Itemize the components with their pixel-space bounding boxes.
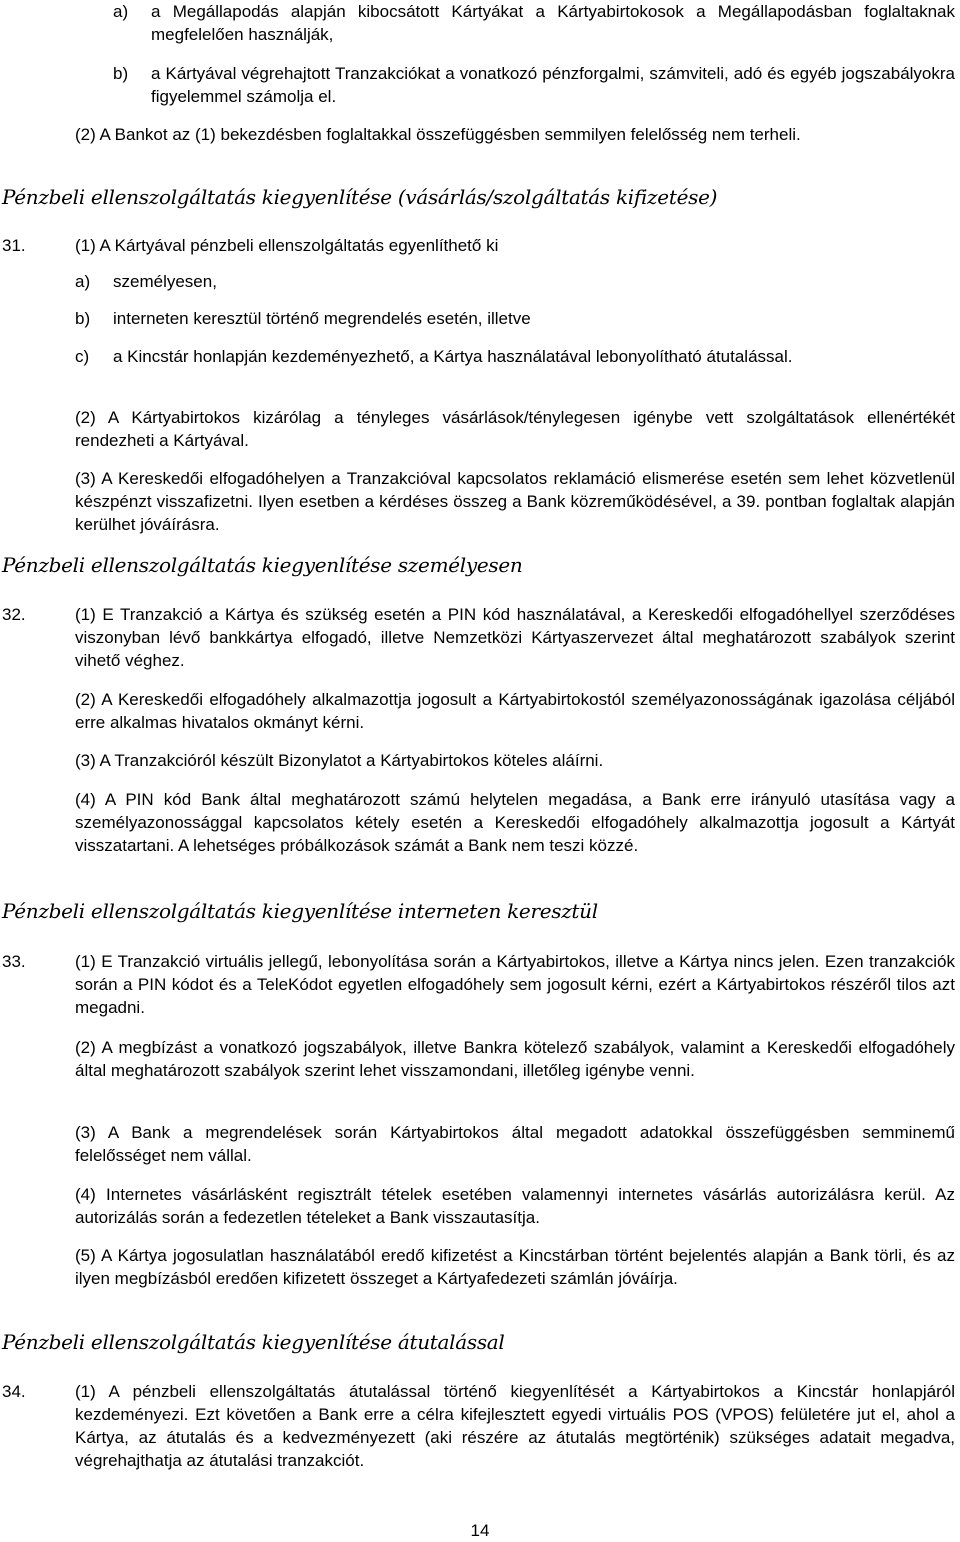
paragraph: (2) A megbízást a vonatkozó jogszabályok, illetve Bankra kötelező szabályok, valamint a Kereskedői elfogadóhely által meghatározott szabályok szerint lehet visszamondani, illetőleg igénybe venni. bbox=[75, 1038, 955, 1080]
list-item-b bbox=[75, 307, 955, 330]
paragraph: (1) E Tranzakció virtuális jellegű, lebonyolítása során a Kártyabirtokos, illetve a Kártya nincs jelen. Ezen tranzakciók során a PIN kódot és a TeleKódot egyetlen elfogadóhely sem jogosult kérni, ezért a Kártyabirtokos részéről tilos azt megadni. bbox=[75, 952, 955, 1017]
section-heading: Pénzbeli ellenszolgáltatás kiegyenlítése (vásárlás/szolgáltatás kifizetése) bbox=[2, 185, 718, 209]
list-text: a Kincstár honlapján kezdeményezhető, a Kártya használatával lebonyolítható átutalással. bbox=[113, 347, 793, 366]
list-label: a) bbox=[113, 2, 129, 21]
paragraph: (4) A PIN kód Bank által meghatározott számú helytelen megadása, a Bank erre irányuló utasítása vagy a személyazonossággal kapcsolatos kétely esetén a Kereskedői elfogadóhely alkalmazottja jogosult a Kártyát visszatartani. A lehetséges próbálkozások számát a Bank nem teszi közzé. bbox=[75, 790, 955, 855]
section-number: 31. bbox=[2, 236, 26, 255]
list-label: c) bbox=[75, 347, 90, 366]
section-heading: Pénzbeli ellenszolgáltatás kiegyenlítése személyesen bbox=[2, 553, 523, 577]
paragraph: (3) A Tranzakcióról készült Bizonylatot a Kártyabirtokos köteles aláírni. bbox=[75, 751, 604, 770]
list-label: a) bbox=[75, 272, 91, 291]
list-text: személyesen, bbox=[113, 272, 217, 291]
section-number: 33. bbox=[2, 952, 26, 971]
paragraph: (5) A Kártya jogosulatlan használatából eredő kifizetést a Kincstárban történt bejelentés alapján a Bank törli, és az ilyen megbízásból eredően kifizetett összeget a Kártyafedezeti számlán jóváírja. bbox=[75, 1246, 955, 1288]
list-item-c bbox=[75, 345, 955, 368]
paragraph: (2) A Bankot az (1) bekezdésben foglaltakkal összefüggésben semmilyen felelősség nem terheli. bbox=[75, 125, 801, 144]
list-text: a Kártyával végrehajtott Tranzakciókat a vonatkozó pénzforgalmi, számviteli, adó és egyéb jogszabályokra figyelemmel számolja el. bbox=[151, 64, 955, 106]
section-number: 32. bbox=[2, 605, 26, 624]
paragraph: (1) A Kártyával pénzbeli ellenszolgáltatás egyenlíthető ki bbox=[75, 236, 499, 255]
paragraph: (2) A Kártyabirtokos kizárólag a tényleges vásárlások/ténylegesen igénybe vett szolgáltatások ellenértékét rendezheti a Kártyával. bbox=[75, 408, 955, 450]
paragraph: (3) A Bank a megrendelések során Kártyabirtokos által megadott adatokkal összefüggésben semminemű felelősséget nem vállal. bbox=[75, 1123, 955, 1165]
list-item-b bbox=[113, 62, 955, 108]
list-text: a Megállapodás alapján kibocsátott Kártyákat a Kártyabirtokosok a Megállapodásban foglaltaknak megfelelően használják, bbox=[151, 2, 955, 44]
section-number: 34. bbox=[2, 1382, 26, 1401]
list-text: interneten keresztül történő megrendelés esetén, illetve bbox=[113, 309, 531, 328]
section-heading: Pénzbeli ellenszolgáltatás kiegyenlítése interneten keresztül bbox=[2, 899, 598, 923]
paragraph: (1) A pénzbeli ellenszolgáltatás átutalással történő kiegyenlítését a Kártyabirtokos a Kincstár honlapjáról kezdeményezi. Ezt követően a Bank erre a célra kifejlesztett egyedi virtuális POS (VPOS) felületére jut el, ahol a Kártya, az átutalás és a kedvezményezett (aki részére az átutalás megtörténik) szükséges adatait megadva, végrehajthatja az átutalási tranzakciót. bbox=[75, 1382, 955, 1470]
page-number: 14 bbox=[470, 1521, 490, 1540]
paragraph: (3) A Kereskedői elfogadóhelyen a Tranzakcióval kapcsolatos reklamáció elismerése esetén sem lehet közvetlenül készpénzt visszafizetni. Ilyen esetben a kérdéses összeg a Bank közreműködésével, a 39. pontban foglaltak alapján kerülhet jóváírásra. bbox=[75, 469, 955, 534]
list-item-a bbox=[75, 270, 955, 293]
paragraph: (4) Internetes vásárlásként regisztrált tételek esetében valamennyi internetes vásárlás autorizálásra kerül. Az autorizálás során a fedezetlen tételeket a Bank visszautasítja. bbox=[75, 1185, 955, 1227]
list-label: b) bbox=[113, 64, 129, 83]
section-heading: Pénzbeli ellenszolgáltatás kiegyenlítése átutalással bbox=[2, 1330, 505, 1354]
list-item-a bbox=[113, 0, 955, 46]
paragraph: (1) E Tranzakció a Kártya és szükség esetén a PIN kód használatával, a Kereskedői elfogadóhellyel szerződéses viszonyban lévő bankkártya elfogadó, illetve Nemzetközi Kártyaszervezet által meghatározott szabályok szerint vihető véghez. bbox=[75, 605, 955, 670]
paragraph: (2) A Kereskedői elfogadóhely alkalmazottja jogosult a Kártyabirtokostól személyazonosságának igazolása céljából erre alkalmas hivatalos okmányt kérni. bbox=[75, 690, 955, 732]
list-label: b) bbox=[75, 309, 91, 328]
